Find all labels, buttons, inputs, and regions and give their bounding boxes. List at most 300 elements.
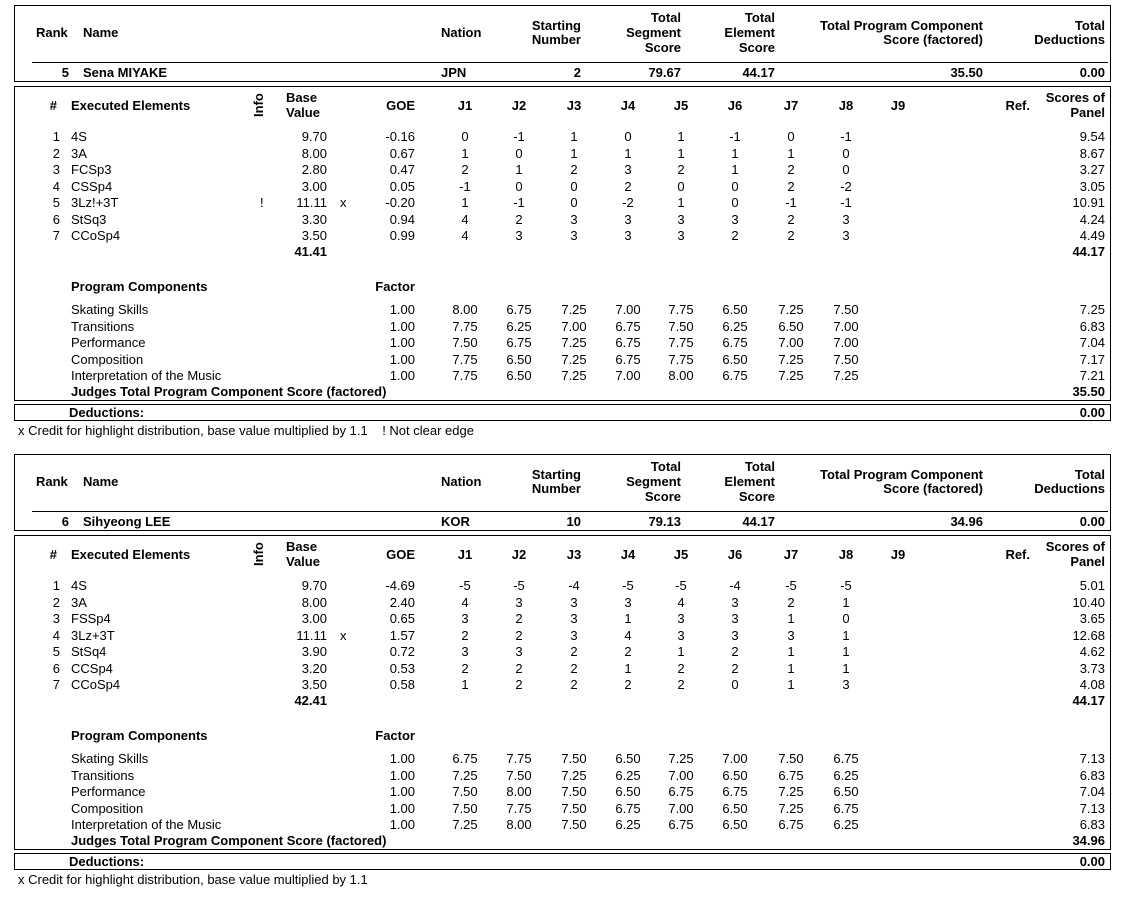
element-judge-score: 3 [461,611,469,626]
component-judge-score: 6.75 [722,335,748,350]
element-number: 4 [52,178,60,194]
base-value-header-2: Value [286,105,320,120]
component-judge-score: 7.00 [668,800,694,816]
deductions-label-2: Deductions [1034,32,1105,47]
element-judge-score: 1 [677,129,685,144]
judge-header-j7: J7 [783,98,799,113]
pcs-label-1: Total Program Component [820,467,983,482]
element-judge-score: -4 [729,578,741,593]
deductions-label: Deductions: [69,405,145,420]
component-judge-score: 7.00 [778,335,804,350]
element-name: 3Lz!+3T [71,195,119,210]
element-judge-score: 1 [842,660,850,676]
element-judge-score: 1 [461,195,469,210]
component-judge-score: 7.25 [561,302,587,317]
element-judge-score: 2 [677,660,685,676]
element-panel-score: 10.40 [1072,594,1105,610]
component-judge-score: 6.75 [506,335,532,350]
element-judge-score: 3 [677,611,685,626]
element-base-value: 8.00 [301,145,327,161]
component-name: Performance [71,335,146,350]
component-judge-score: 7.25 [561,335,587,350]
element-judge-score: 2 [515,660,523,676]
element-judge-score: -5 [840,578,852,593]
scores-of-panel-header-1: Scores of [1045,539,1105,554]
component-judge-score: 6.25 [833,817,859,832]
component-judge-score: 6.50 [833,784,859,799]
element-judge-score: 2 [515,611,523,626]
component-judge-score: 6.50 [722,351,748,367]
element-base-value: 8.00 [301,594,327,610]
element-base-value: 3.50 [301,228,327,243]
skater-deductions: 0.00 [1079,65,1105,80]
element-judge-score: 2 [461,627,469,643]
component-score: 7.13 [1079,751,1105,766]
element-base-value: 3.30 [301,211,327,227]
element-goe: 0.72 [389,644,415,659]
component-score: 7.13 [1079,800,1105,816]
element-number: 3 [52,611,60,626]
element-name: StSq3 [71,211,107,227]
element-judge-score: 3 [677,211,685,227]
component-factor: 1.00 [389,751,415,766]
element-judge-score: 3 [570,611,578,626]
element-judge-score: -1 [840,129,852,144]
element-name: CCoSp4 [71,677,121,692]
component-judge-score: 6.75 [778,817,804,832]
element-goe: -4.69 [385,578,415,593]
element-base-value: 9.70 [301,129,327,144]
element-judge-score: 1 [787,677,795,692]
header-rule [32,62,1108,63]
element-judge-score: 2 [624,644,632,659]
judge-header-j9: J9 [890,547,906,562]
element-judge-score: 0 [787,129,795,144]
element-judge-score: 3 [624,162,632,177]
element-judge-score: -1 [459,178,471,194]
pcs-label-2: Score (factored) [883,32,983,47]
judge-header-j5: J5 [673,547,689,562]
footnote: x Credit for highlight distribution, base value multiplied by 1.1 [18,872,368,887]
judge-header-j6: J6 [727,547,743,562]
deductions-value: 0.00 [1079,405,1105,420]
element-number: 6 [52,211,60,227]
element-panel-score: 3.65 [1079,611,1105,626]
element-judge-score: -2 [622,195,634,210]
element-judge-score: 2 [731,644,739,659]
skater-deductions: 0.00 [1079,514,1105,529]
element-base-value: 9.70 [301,578,327,593]
component-judge-score: 7.50 [506,767,532,783]
element-name: FSSp4 [71,611,111,626]
component-judge-score: 7.25 [452,767,478,783]
component-judge-score: 7.75 [452,368,478,383]
segment-score-label-2: Segment [626,25,681,40]
element-judge-score: 2 [624,677,632,692]
element-judge-score: 3 [842,228,850,243]
component-judge-score: 7.25 [561,351,587,367]
program-components-title: Program Components [71,728,208,743]
element-panel-score: 3.73 [1079,660,1105,676]
element-number: 1 [52,129,60,144]
component-judge-score: 6.50 [722,767,748,783]
component-judge-score: 6.75 [668,784,694,799]
deductions-value: 0.00 [1079,854,1105,869]
element-judge-score: 4 [461,211,469,227]
element-goe: 0.05 [389,178,415,194]
skater-name: Sihyeong LEE [83,514,171,529]
element-judge-score: 2 [787,178,795,194]
element-number: 5 [52,644,60,659]
element-judge-score: 2 [677,162,685,177]
component-judge-score: 6.25 [615,817,641,832]
component-judge-score: 6.25 [833,767,859,783]
judge-header-j8: J8 [838,547,854,562]
starting-number-label-2: Number [531,32,581,47]
element-judge-score: 0 [570,195,578,210]
judge-header-j6: J6 [727,98,743,113]
element-judge-score: 3 [515,644,523,659]
element-base-value: 11.11 [296,627,327,643]
factor-header: Factor [375,279,415,294]
skater-name: Sena MIYAKE [83,65,168,80]
judge-header-j3: J3 [566,98,582,113]
element-judge-score: 3 [570,594,578,610]
element-judge-score: 2 [515,677,523,692]
component-judge-score: 6.75 [452,751,478,766]
element-judge-score: 2 [570,660,578,676]
skater-rank: 5 [61,65,69,80]
element-judge-score: 0 [515,178,523,194]
component-judge-score: 7.50 [452,800,478,816]
judge-header-j2: J2 [511,547,527,562]
element-panel-score: 5.01 [1079,578,1105,593]
element-judge-score: 3 [731,611,739,626]
component-factor: 1.00 [389,302,415,317]
skater-pcs: 35.50 [950,65,983,80]
element-judge-score: 0 [515,145,523,161]
element-judge-score: 1 [731,145,739,161]
element-judge-score: 2 [731,660,739,676]
component-judge-score: 7.75 [668,351,694,367]
element-judge-score: 0 [842,162,850,177]
component-name: Composition [71,800,144,816]
element-judge-score: 3 [677,627,685,643]
component-judge-score: 7.00 [722,751,748,766]
component-judge-score: 6.50 [615,784,641,799]
judges-total-pcs-label: Judges Total Program Component Score (factored) [71,384,387,399]
element-judge-score: 2 [677,677,685,692]
element-name: CCSp4 [71,660,113,676]
component-judge-score: 7.50 [452,784,478,799]
component-judge-score: 7.00 [833,318,859,334]
component-judge-score: 8.00 [668,368,694,383]
deductions-label-1: Total [1074,467,1105,482]
element-number: 7 [52,677,60,692]
component-judge-score: 7.25 [778,302,804,317]
element-judge-score: 4 [461,594,469,610]
element-goe: 1.57 [389,627,415,643]
factor-header: Factor [375,728,415,743]
component-judge-score: 6.50 [722,817,748,832]
element-judge-score: 3 [842,211,850,227]
element-score-label-3: Score [738,40,775,55]
info-header: Info [251,93,266,117]
element-judge-score: 3 [515,228,523,243]
component-name: Skating Skills [71,302,149,317]
element-name: StSq4 [71,644,107,659]
element-name: 4S [71,578,87,593]
element-judge-score: 1 [787,611,795,626]
component-factor: 1.00 [389,784,415,799]
component-judge-score: 6.50 [722,800,748,816]
element-judge-score: 2 [731,228,739,243]
component-factor: 1.00 [389,817,415,832]
name-label: Name [83,474,119,489]
element-judge-score: 3 [731,594,739,610]
component-judge-score: 6.75 [833,800,859,816]
element-name: 4S [71,129,87,144]
element-judge-score: 3 [624,211,632,227]
element-goe: 0.67 [389,145,415,161]
element-judge-score: 1 [731,162,739,177]
segment-score-label-3: Score [644,40,681,55]
component-judge-score: 6.50 [722,302,748,317]
element-name: 3Lz+3T [71,627,115,643]
deductions-label-1: Total [1074,18,1105,33]
segment-score-label-3: Score [644,489,681,504]
element-number: 2 [52,145,60,161]
pcs-label-2: Score (factored) [883,481,983,496]
component-judge-score: 6.50 [506,368,532,383]
component-score: 6.83 [1079,767,1105,783]
element-judge-score: 3 [570,627,578,643]
element-score-label-2: Element [724,474,775,489]
component-judge-score: 7.50 [561,817,587,832]
element-judge-score: 1 [570,145,578,161]
component-judge-score: 6.75 [778,767,804,783]
base-value-header-1: Base [286,90,318,105]
judge-header-j1: J1 [457,547,473,562]
header-rule [32,511,1108,512]
component-factor: 1.00 [389,767,415,783]
component-factor: 1.00 [389,351,415,367]
skater-rank: 6 [61,514,69,529]
element-panel-score: 8.67 [1079,145,1105,161]
component-judge-score: 6.50 [506,351,532,367]
element-judge-score: -1 [785,195,797,210]
element-judge-score: 3 [624,228,632,243]
element-judge-score: 4 [461,228,469,243]
component-score: 7.21 [1079,368,1105,383]
element-judge-score: 3 [731,627,739,643]
judges-total-pcs-value: 34.96 [1072,833,1105,848]
element-goe: 0.94 [389,211,415,227]
element-judge-score: 1 [515,162,523,177]
ref-header: Ref. [1005,547,1030,562]
element-name: FCSp3 [71,162,112,177]
element-panel-score: 4.49 [1079,228,1105,243]
skater-pcs: 34.96 [950,514,983,529]
component-name: Skating Skills [71,751,149,766]
element-judge-score: 2 [624,178,632,194]
component-judge-score: 7.00 [615,302,641,317]
component-judge-score: 6.75 [615,335,641,350]
element-base-value: 11.11 [296,195,327,210]
judges-total-pcs-label: Judges Total Program Component Score (factored) [71,833,387,848]
element-judge-score: 0 [731,195,739,210]
judge-header-j8: J8 [838,98,854,113]
component-factor: 1.00 [389,368,415,383]
component-judge-score: 7.25 [561,767,587,783]
element-bonus-mark: x [340,627,347,643]
element-judge-score: 2 [787,594,795,610]
component-judge-score: 8.00 [506,784,532,799]
component-judge-score: 6.75 [722,368,748,383]
starting-number-label-1: Starting [531,18,581,33]
element-judge-score: -1 [840,195,852,210]
ref-header: Ref. [1005,98,1030,113]
element-name: 3A [71,145,87,161]
element-judge-score: 2 [570,677,578,692]
element-goe: 0.65 [389,611,415,626]
component-judge-score: 6.75 [615,351,641,367]
element-judge-score: 1 [461,145,469,161]
element-judge-score: 2 [787,211,795,227]
component-judge-score: 6.50 [615,751,641,766]
panel-score-total: 44.17 [1072,244,1105,259]
element-judge-score: 0 [624,129,632,144]
element-base-value: 3.50 [301,677,327,692]
pcs-label-1: Total Program Component [820,18,983,33]
scores-of-panel-header-1: Scores of [1045,90,1105,105]
component-judge-score: 6.75 [615,318,641,334]
element-judge-score: 2 [570,644,578,659]
element-judge-score: 0 [570,178,578,194]
element-panel-score: 4.08 [1079,677,1105,692]
nation-label: Nation [441,474,482,489]
element-judge-score: 4 [624,627,632,643]
component-judge-score: 6.50 [778,318,804,334]
component-factor: 1.00 [389,335,415,350]
element-judge-score: -1 [729,129,741,144]
element-judge-score: 1 [677,145,685,161]
element-number: 6 [52,660,60,676]
element-score-label-2: Element [724,25,775,40]
component-score: 7.04 [1079,335,1105,350]
component-judge-score: 6.25 [615,767,641,783]
judge-header-j4: J4 [620,98,636,113]
element-judge-score: 0 [731,178,739,194]
judge-header-j9: J9 [890,98,906,113]
rank-label: Rank [36,474,68,489]
element-number: 2 [52,594,60,610]
element-judge-score: 2 [787,228,795,243]
element-judge-score: 1 [677,195,685,210]
component-judge-score: 7.00 [615,368,641,383]
element-judge-score: 1 [461,677,469,692]
component-judge-score: 7.00 [561,318,587,334]
element-judge-score: 3 [842,677,850,692]
element-judge-score: 3 [570,228,578,243]
element-bonus-mark: x [340,195,347,210]
element-panel-score: 10.91 [1072,195,1105,210]
element-judge-score: 3 [677,228,685,243]
element-goe: 0.53 [389,660,415,676]
element-score-label-1: Total [744,459,775,474]
component-name: Transitions [71,318,135,334]
element-panel-score: 3.27 [1079,162,1105,177]
element-base-value: 3.20 [301,660,327,676]
element-name: CCoSp4 [71,228,121,243]
skater-segment-score: 79.13 [648,514,681,529]
component-score: 7.25 [1079,302,1105,317]
component-judge-score: 8.00 [452,302,478,317]
deductions-label-2: Deductions [1034,481,1105,496]
executed-elements-header: Executed Elements [71,547,191,562]
element-judge-score: 3 [731,211,739,227]
component-judge-score: 6.25 [722,318,748,334]
element-judge-score: 0 [731,677,739,692]
component-judge-score: 7.75 [668,302,694,317]
element-judge-score: -1 [513,195,525,210]
component-name: Interpretation of the Music [71,817,222,832]
element-judge-score: 2 [461,660,469,676]
judge-header-j3: J3 [566,547,582,562]
component-factor: 1.00 [389,800,415,816]
element-judge-score: 1 [787,660,795,676]
component-judge-score: 7.25 [668,751,694,766]
element-judge-score: 1 [624,660,632,676]
component-judge-score: 8.00 [506,817,532,832]
rank-label: Rank [36,25,68,40]
component-judge-score: 6.75 [615,800,641,816]
skater-starting-number: 2 [573,65,581,80]
segment-score-label-1: Total [650,10,681,25]
num-header: # [49,98,57,113]
skater-starting-number: 10 [566,514,581,529]
num-header: # [49,547,57,562]
component-score: 6.83 [1079,817,1105,832]
skater-nation: JPN [441,65,467,80]
panel-score-total: 44.17 [1072,693,1105,708]
goe-header: GOE [386,547,415,562]
element-judge-score: 1 [624,611,632,626]
component-score: 7.04 [1079,784,1105,799]
component-judge-score: 6.75 [722,784,748,799]
element-judge-score: 2 [461,162,469,177]
element-goe: -0.16 [385,129,415,144]
name-label: Name [83,25,119,40]
starting-number-label-1: Starting [531,467,581,482]
element-judge-score: 2 [787,162,795,177]
component-judge-score: 7.75 [452,318,478,334]
element-score-label-1: Total [744,10,775,25]
footnote: x Credit for highlight distribution, base value multiplied by 1.1 ! Not clear edge [18,423,474,438]
judge-header-j2: J2 [511,98,527,113]
element-judge-score: 0 [677,178,685,194]
element-judge-score: -5 [675,578,687,593]
element-judge-score: -5 [459,578,471,593]
component-judge-score: 7.50 [561,784,587,799]
element-number: 1 [52,578,60,593]
element-judge-score: 4 [677,594,685,610]
element-goe: 0.99 [389,228,415,243]
element-judge-score: 3 [515,594,523,610]
element-name: 3A [71,594,87,610]
element-info: ! [260,195,264,210]
component-judge-score: 7.25 [778,368,804,383]
